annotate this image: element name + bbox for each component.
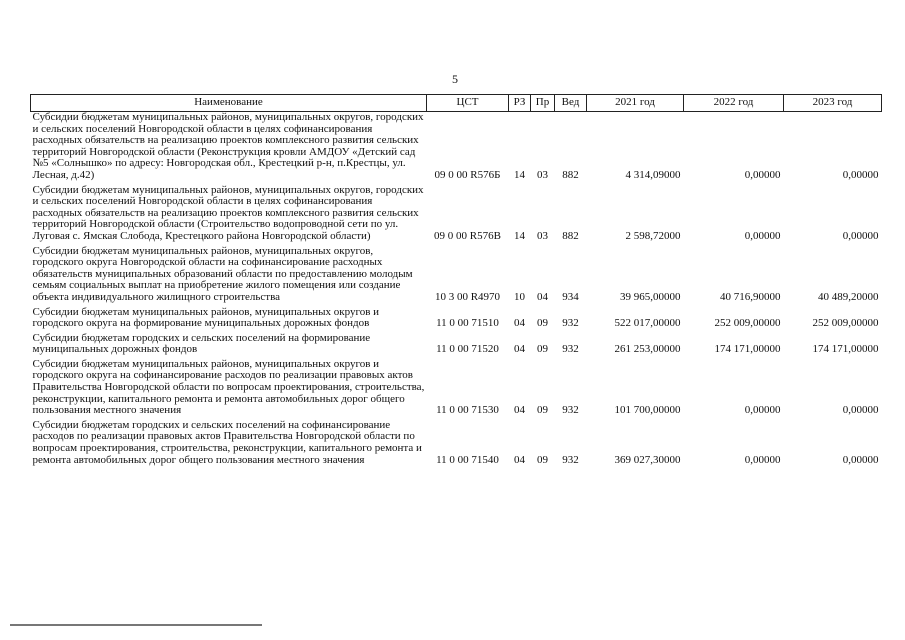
row-ved: 932 <box>562 343 579 356</box>
row-2023: 0,00000 <box>842 229 879 242</box>
row-2021: 4 314,09000 <box>625 168 681 181</box>
row-pr: 09 <box>537 317 548 330</box>
budget-table <box>30 94 882 469</box>
table-row <box>31 112 882 185</box>
row-name: Субсидии бюджетам муниципальных районов, муниципальных округов, городских и сельских поселений Новгородской области в целях софинансирования расходных обязательств на реализацию проектов комплексного развития сельских территорий Новгородской области (Реконструкция кровли АМДОУ «Детский сад №5 «Солнышко» по адресу: Новгородская обл., Крестецкий р-н, п.Крестцы, ул. Лесная, д.42) <box>32 111 424 181</box>
row-name: Субсидии бюджетам муниципальных районов, муниципальных округов и городского округа на формирование муниципальных дорожных фондов <box>32 305 380 330</box>
row-2022: 0,00000 <box>744 168 781 181</box>
row-ved: 932 <box>562 453 579 466</box>
table-row <box>31 185 882 246</box>
row-2021: 39 965,00000 <box>620 290 681 303</box>
row-cst: 09 0 00 R576В <box>434 229 501 242</box>
row-2023: 174 171,00000 <box>812 343 879 356</box>
row-2023: 0,00000 <box>842 453 879 466</box>
row-rz: 04 <box>514 343 525 356</box>
row-ved: 882 <box>562 168 579 181</box>
row-2023: 40 489,20000 <box>818 290 879 303</box>
row-name: Субсидии бюджетам муниципальных районов, муниципальных округов и городского округа на софинансирование расходов по реализации правовых актов Правительства Новгородской области по вопросам проектирования, строительства, реконструкции, капитального ремонта и ремонта автомобильных дорог общего пользования местного значения <box>32 357 425 417</box>
row-2022: 252 009,00000 <box>714 317 781 330</box>
row-2021: 522 017,00000 <box>614 317 681 330</box>
row-cst: 09 0 00 R576Б <box>434 168 501 181</box>
row-2023: 0,00000 <box>842 168 879 181</box>
row-2022: 174 171,00000 <box>714 343 781 356</box>
row-ved: 932 <box>562 317 579 330</box>
table-header-row <box>31 95 882 112</box>
row-cst: 11 0 00 71510 <box>436 317 499 330</box>
table-row <box>31 359 882 420</box>
row-name: Субсидии бюджетам городских и сельских поселений на формирование муниципальных дорожных фондов <box>32 331 371 356</box>
row-ved: 932 <box>562 404 579 417</box>
row-2021: 101 700,00000 <box>614 404 681 417</box>
table-row <box>31 420 882 469</box>
row-2023: 252 009,00000 <box>812 317 879 330</box>
row-pr: 09 <box>537 343 548 356</box>
row-pr: 03 <box>537 229 548 242</box>
row-pr: 09 <box>537 453 548 466</box>
row-2021: 369 027,30000 <box>614 453 681 466</box>
row-2023: 0,00000 <box>842 404 879 417</box>
table-row <box>31 333 882 359</box>
row-2021: 2 598,72000 <box>625 229 681 242</box>
row-pr: 03 <box>537 168 548 181</box>
header-rz: РЗ <box>509 95 531 112</box>
row-rz: 04 <box>514 404 525 417</box>
row-2022: 0,00000 <box>744 404 781 417</box>
row-pr: 04 <box>537 290 548 303</box>
page-number: 5 <box>452 72 458 86</box>
row-rz: 04 <box>514 317 525 330</box>
header-2022: 2022 год <box>684 95 784 112</box>
row-rz: 04 <box>514 453 525 466</box>
header-2023: 2023 год <box>784 95 882 112</box>
row-rz: 10 <box>514 290 525 303</box>
row-cst: 11 0 00 71530 <box>436 404 499 417</box>
row-pr: 09 <box>537 404 548 417</box>
row-cst: 10 3 00 R4970 <box>434 290 501 303</box>
row-ved: 934 <box>562 290 579 303</box>
row-cst: 11 0 00 71520 <box>436 343 499 356</box>
row-rz: 14 <box>514 229 525 242</box>
row-2021: 261 253,00000 <box>614 343 681 356</box>
row-2022: 0,00000 <box>744 453 781 466</box>
row-2022: 0,00000 <box>744 229 781 242</box>
footer-divider <box>10 624 262 626</box>
table-row <box>31 307 882 333</box>
row-name: Субсидии бюджетам городских и сельских поселений на софинансирование расходов по реализации правовых актов Правительства Новгородской области по вопросам проектирования, строительства, реконструкции, капитального ремонта и ремонта автомобильных дорог общего пользования местного значения <box>32 418 422 466</box>
row-rz: 14 <box>514 168 525 181</box>
row-cst: 11 0 00 71540 <box>436 453 499 466</box>
header-ved: Вед <box>555 95 587 112</box>
header-name: Наименование <box>31 95 427 112</box>
row-2022: 40 716,90000 <box>720 290 781 303</box>
header-2021: 2021 год <box>587 95 684 112</box>
row-ved: 882 <box>562 229 579 242</box>
row-name: Субсидии бюджетам муниципальных районов, муниципальных округов, городских и сельских поселений Новгородской области в целях софинансирования расходных обязательств на реализацию проектов комплексного развития сельских территорий Новгородской области (Строительство водопроводной сети по ул. Луговая с. Ямская Слобода, Крестецкого района Новгородской области) <box>32 183 424 242</box>
header-cst: ЦСТ <box>427 95 509 112</box>
header-pr: Пр <box>531 95 555 112</box>
row-name: Субсидии бюджетам муниципальных районов, муниципальных округов, городского округа Новгородской области на софинансирование расходных обязательств муниципальных образований области по предоставлению молодым семьям социальных выплат на приобретение жилого помещения или создание объекта индивидуального жилищного строительства <box>32 244 413 303</box>
table-row <box>31 246 882 307</box>
